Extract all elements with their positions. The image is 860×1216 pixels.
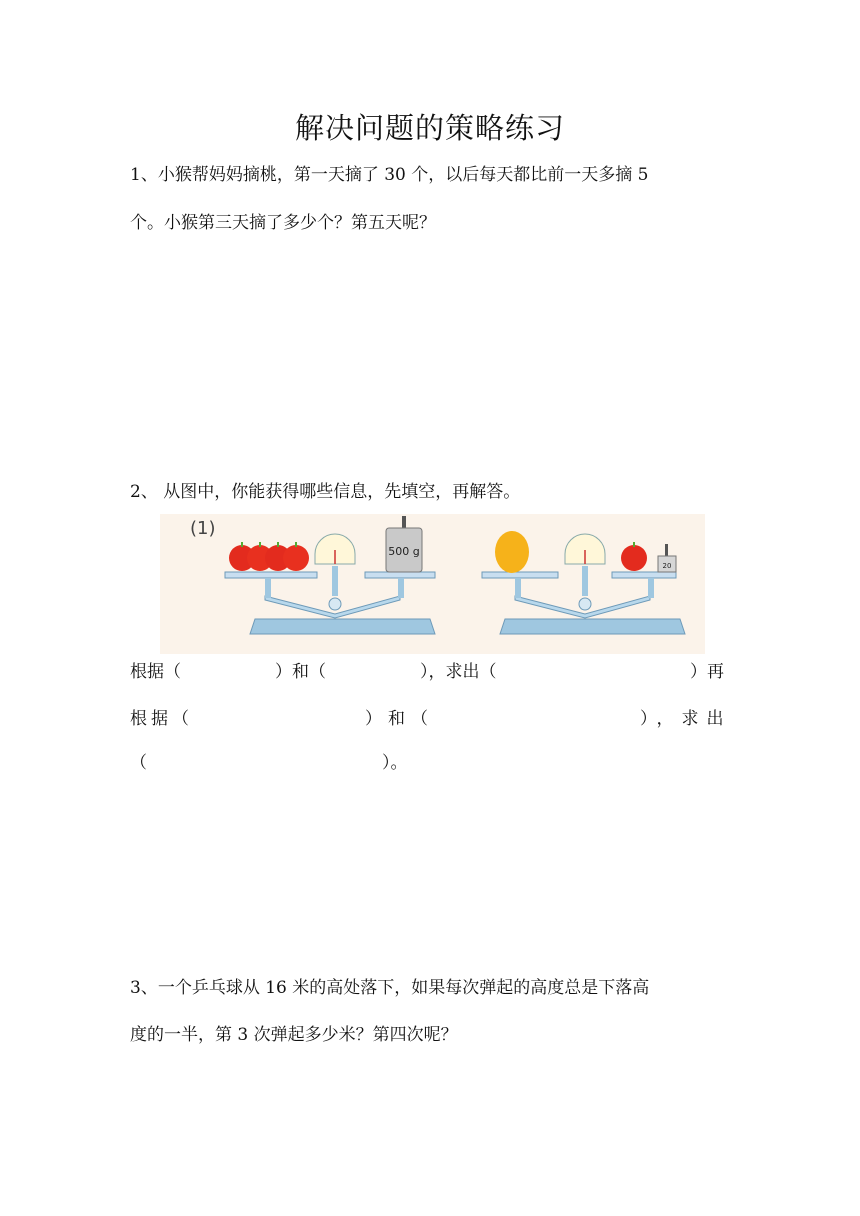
fill-line-3-part-b: ）。	[382, 753, 408, 773]
right-scale	[482, 531, 685, 634]
fill-line-2-part-b: ）和（	[365, 709, 434, 729]
balance-scale-illustration	[160, 514, 705, 654]
balance-scale-figure	[160, 514, 705, 654]
fill-line-1-part-a: 根据（	[130, 662, 181, 682]
orange	[495, 531, 529, 573]
question-2-prompt: 2、 从图中，你能获得哪些信息，先填空，再解答。	[130, 482, 521, 502]
fill-line-1-part-d: ）再	[690, 662, 724, 682]
weight-500g-label: 500 g	[388, 545, 420, 558]
fill-line-1-part-c: ），求出（	[420, 662, 497, 682]
fill-line-3	[130, 748, 730, 772]
page-title: 解决问题的策略练习	[294, 111, 565, 145]
fill-line-2	[130, 704, 730, 728]
fill-line-1-part-b: ）和（	[275, 662, 326, 682]
question-3-line-2: 度的一半，第 3 次弹起多少米？第四次呢？	[130, 1025, 458, 1045]
fill-line-3-part-a: （	[130, 753, 147, 773]
weight-500g	[386, 516, 422, 572]
question-1-line-2: 个。小猴第三天摘了多少个？第五天呢？	[130, 213, 436, 233]
single-apple	[621, 542, 647, 571]
weight-20g	[658, 544, 676, 572]
apples-group	[229, 542, 309, 571]
panel-label: (1)	[190, 518, 216, 539]
question-1-line-1: 1、小猴帮妈妈摘桃，第一天摘了 30 个，以后每天都比前一天多摘 5	[130, 165, 649, 185]
fill-line-2-part-c: ），求出	[640, 709, 732, 729]
left-scale	[225, 516, 435, 634]
fill-line-1	[130, 657, 730, 681]
question-3-line-1: 3、一个乒乓球从 16 米的高处落下，如果每次弹起的高度总是下落高	[130, 978, 650, 998]
fill-line-2-part-a: 根据（	[130, 709, 193, 729]
weight-20g-label: 20	[662, 562, 672, 570]
